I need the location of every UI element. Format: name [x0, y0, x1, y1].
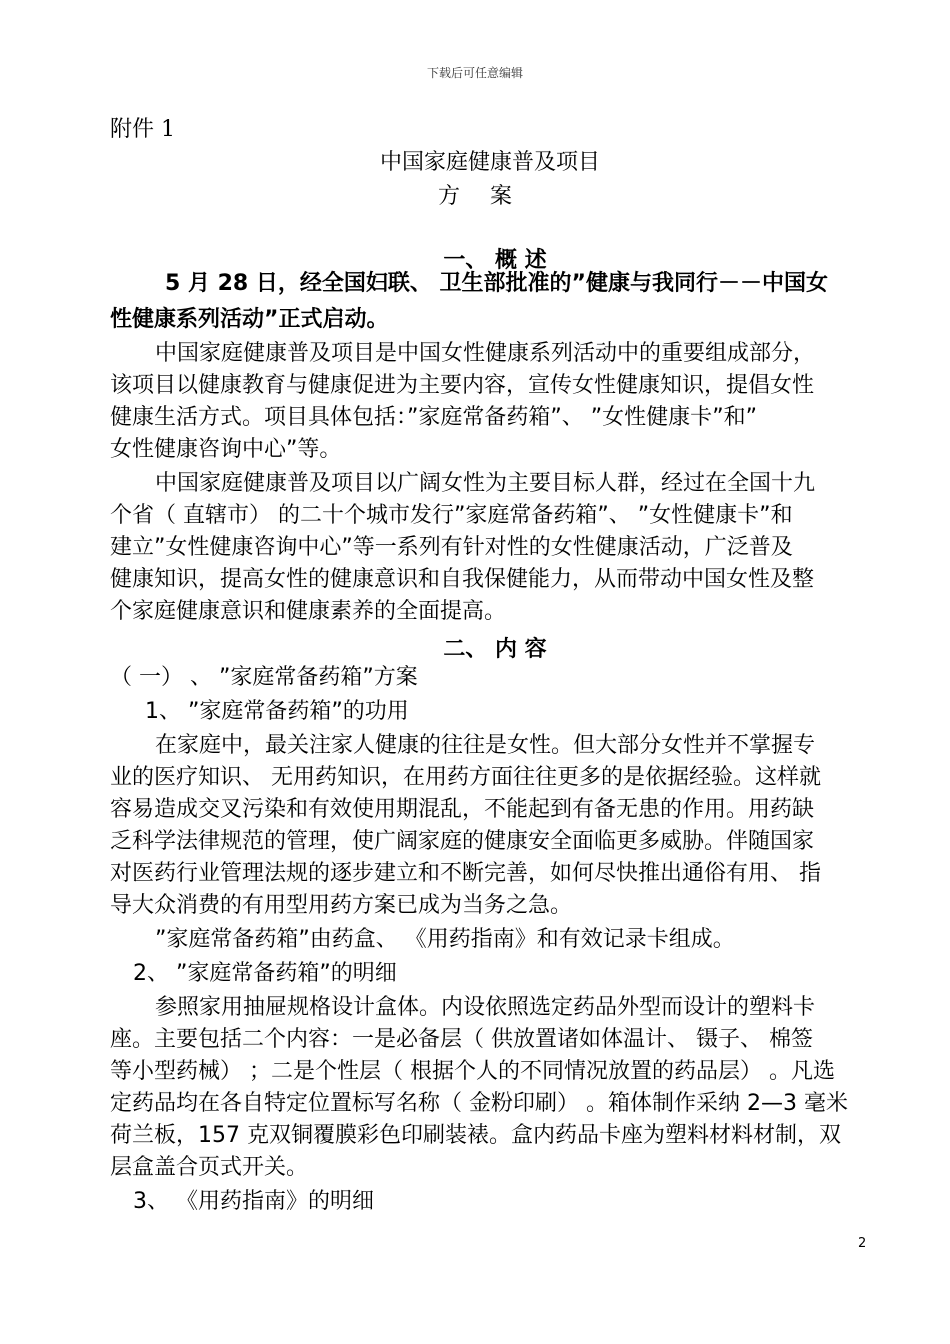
paragraph-line: 层盒盖合页式开关。	[110, 1155, 309, 1180]
paragraph-line: 健康生活方式。项目具体包括：”家庭常备药箱”、 ”女性健康卡”和”	[110, 405, 757, 430]
paragraph-line: 个省（ 直辖市） 的二十个城市发行”家庭常备药箱”、 ”女性健康卡”和	[110, 503, 793, 528]
paragraph-line: 中国家庭健康普及项目以广阔女性为主要目标人群，经过在全国十九	[155, 471, 816, 496]
item-2-heading: 2、 ”家庭常备药箱”的明细	[133, 961, 397, 986]
paragraph-line: 荷兰板，157 克双铜覆膜彩色印刷装裱。盒内药品卡座为塑料材料材制，双	[110, 1123, 841, 1148]
item-1-heading: 1、 ”家庭常备药箱”的功用	[145, 699, 409, 724]
paragraph-line: 等小型药械） ；二是个性层（ 根据个人的不同情况放置的药品层） 。凡选	[110, 1059, 835, 1084]
document-subtitle: 方案	[437, 184, 542, 209]
paragraph-line: 对医药行业管理法规的逐步建立和不断完善，如何尽快推出通俗有用、 指	[110, 861, 821, 886]
paragraph-line: 该项目以健康教育与健康促进为主要内容，宣传女性健康知识，提倡女性	[110, 373, 815, 398]
section-1-lead-line: 5 月 28 日，经全国妇联、 卫生部批准的”健康与我同行－－中国女	[165, 271, 829, 296]
document-title: 中国家庭健康普及项目	[379, 150, 600, 175]
header-note: 下载后可任意编辑	[426, 66, 523, 80]
paragraph-line: 导大众消费的有用型用药方案已成为当务之急。	[110, 893, 573, 918]
section-1-lead-line: 性健康系列活动”正式启动。	[110, 307, 389, 332]
section-2-heading: 二、 内 容	[443, 637, 547, 662]
subsection-heading: （ 一） 、 ”家庭常备药箱”方案	[110, 665, 418, 690]
paragraph-line: 中国家庭健康普及项目是中国女性健康系列活动中的重要组成部分，	[155, 341, 816, 366]
paragraph-line: ”家庭常备药箱”由药盒、 《用药指南》和有效记录卡组成。	[155, 927, 735, 952]
section-1-heading: 一、 概 述	[443, 248, 547, 273]
page-number: 2	[858, 1236, 867, 1251]
paragraph-line: 在家庭中，最关注家人健康的往往是女性。但大部分女性并不掌握专	[155, 733, 816, 758]
paragraph-line: 定药品均在各自特定位置标写名称（ 金粉印刷） 。箱体制作采纳 2—3 毫米	[110, 1091, 848, 1116]
paragraph-line: 参照家用抽屉规格设计盒体。内设依照选定药品外型而设计的塑料卡	[155, 995, 816, 1020]
paragraph-line: 女性健康咨询中心”等。	[110, 437, 342, 462]
paragraph-line: 个家庭健康意识和健康素养的全面提高。	[110, 599, 507, 624]
item-3-heading: 3、 《用药指南》的明细	[133, 1189, 374, 1214]
paragraph-line: 乏科学法律规范的管理，使广阔家庭的健康安全面临更多威胁。伴随国家	[110, 829, 815, 854]
paragraph-line: 业的医疗知识、 无用药知识，在用药方面往往更多的是依据经验。这样就	[110, 765, 821, 790]
paragraph-line: 容易造成交叉污染和有效使用期混乱，不能起到有备无患的作用。用药缺	[110, 797, 815, 822]
paragraph-line: 建立”女性健康咨询中心”等一系列有针对性的女性健康活动，广泛普及	[110, 535, 793, 560]
paragraph-line: 健康知识，提高女性的健康意识和自我保健能力，从而带动中国女性及整	[110, 567, 815, 592]
attachment-label: 附件 1	[110, 117, 175, 142]
paragraph-line: 座。主要包括二个内容：一是必备层（ 供放置诸如体温计、 镊子、 棉签	[110, 1027, 813, 1052]
